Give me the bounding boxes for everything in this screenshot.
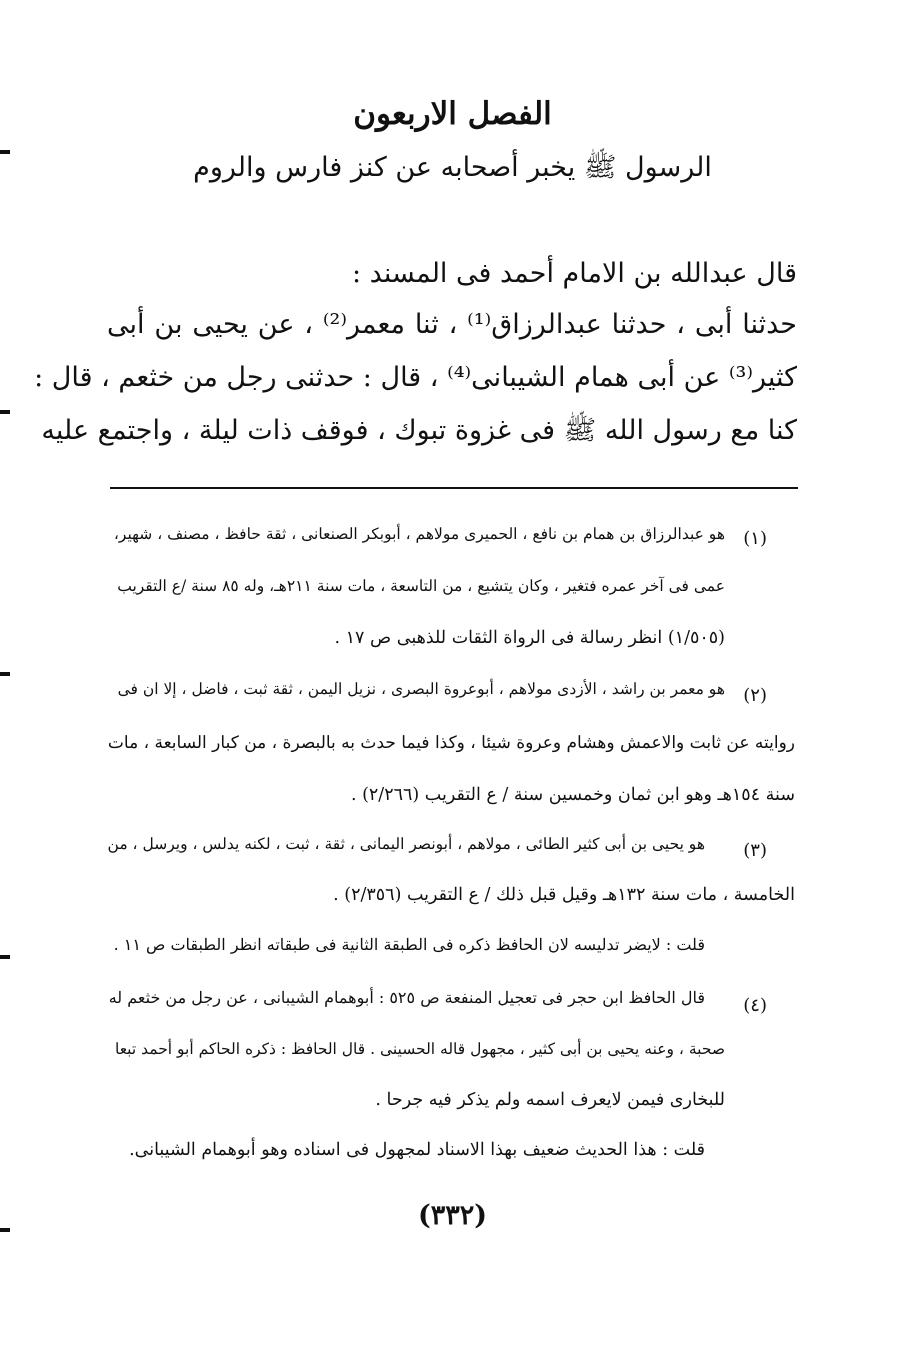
hadith-line: حدثنا أبى ، حدثنا عبدالرزاق⁽¹⁾ ، ثنا معمر⁽²⁾ ، عن يحيى بن أبى <box>107 309 797 340</box>
footnote-line: عمى فى آخر عمره فتغير ، وكان يتشيع ، من التاسعة ، مات سنة ٢١١هـ، وله ٨٥ سنة /ع التقريب <box>117 577 725 595</box>
footnote-line: هو معمر بن راشد ، الأزدى مولاهم ، أبوعروة البصرى ، نزيل اليمن ، ثقة ثبت ، فاضل ، إلا ان فى <box>117 680 725 698</box>
footnote-line: سنة ١٥٤هـ وهو ابن ثمان وخمسين سنة / ع التقريب (٢/٢٦٦) . <box>350 785 795 805</box>
footnote-line: هو عبدالرزاق بن همام بن نافع ، الحميرى مولاهم ، أبوبكر الصنعانى ، ثقة حافظ ، مصنف ، شهير، <box>113 525 725 543</box>
footnote-number: (٣) <box>743 840 767 861</box>
footnote-number: (٢) <box>743 685 767 706</box>
scan-edge-mark <box>0 410 10 414</box>
footnote-divider <box>110 487 798 489</box>
hadith-line: كثير⁽³⁾ عن أبى همام الشيبانى⁽⁴⁾ ، قال : حدثنى رجل من خثعم ، قال : <box>34 362 797 393</box>
footnote-line: قلت : لايضر تدليسه لان الحافظ ذكره فى الطبقة الثانية فى طبقاته انظر الطبقات ص ١١ . <box>113 935 705 954</box>
footnote-number: (٤) <box>743 995 767 1016</box>
footnote-line: للبخارى فيمن لايعرف اسمه ولم يذكر فيه جرحا . <box>375 1090 725 1110</box>
hadith-line: كنا مع رسول الله ﷺ فى غزوة تبوك ، فوقف ذات ليلة ، واجتمع عليه <box>41 415 797 446</box>
footnote-line: هو يحيى بن أبى كثير الطائى ، مولاهم ، أبونصر اليمانى ، ثقة ، ثبت ، لكنه يدلس ، ويرسل ، من <box>107 835 705 853</box>
footnote-line: الخامسة ، مات سنة ١٣٢هـ وقيل قبل ذلك / ع التقريب (٢/٣٥٦) . <box>333 885 795 905</box>
footnote-line: (١/٥٠٥) انظر رسالة فى الرواة الثقات للذهبى ص ١٧ . <box>334 628 725 648</box>
footnote-line: قال الحافظ ابن حجر فى تعجيل المنفعة ص ٥٢٥ : أبوهمام الشيبانى ، عن رجل من خثعم له <box>108 988 705 1007</box>
scan-edge-mark <box>0 955 10 959</box>
hadith-line: قال عبدالله بن الامام أحمد فى المسند : <box>352 258 797 289</box>
footnote-number: (١) <box>743 528 767 549</box>
footnote-line: قلت : هذا الحديث ضعيف بهذا الاسناد لمجهول فى اسناده وهو أبوهمام الشيبانى. <box>129 1140 705 1160</box>
page-number: (٣٣٢) <box>417 1200 488 1231</box>
footnote-line: روايته عن ثابت والاعمش وهشام وعروة شيئا ، وكذا فيما حدث به بالبصرة ، من كبار السابعة ، مات <box>107 733 795 753</box>
chapter-title: الفصل الاربعون <box>353 96 552 132</box>
chapter-subtitle: الرسول ﷺ يخبر أصحابه عن كنز فارس والروم <box>193 152 712 183</box>
footnote-line: صحبة ، وعنه يحيى بن أبى كثير ، مجهول قاله الحسينى . قال الحافظ : ذكره الحاكم أبو أحمد تبعا <box>114 1040 725 1058</box>
scan-edge-mark <box>0 672 10 676</box>
